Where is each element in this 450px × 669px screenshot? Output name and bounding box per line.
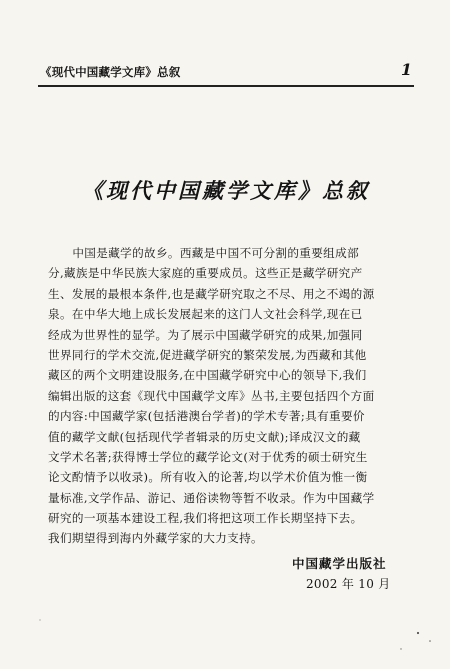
header-divider (38, 85, 414, 87)
body-line: 经成为世界性的显学。为了展示中国藏学研究的成果,加强同 (48, 327, 363, 342)
body-line: 世界同行的学术交流,促进藏学研究的繁荣发展,为西藏和其他 (48, 347, 367, 362)
running-header-title: 《现代中国藏学文库》总叙 (40, 65, 181, 79)
preface-body (48, 243, 404, 549)
body-line: 编辑出版的这套《现代中国藏学文库》丛书,主要包括四个方面 (48, 388, 375, 403)
body-line: 量标准,文学作品、游记、通俗读物等暂不收录。作为中国藏学 (48, 490, 375, 505)
body-line: 泉。在中华大地上成长发展起来的这门人文社会科学,现在已 (48, 307, 363, 322)
running-header (40, 60, 412, 82)
page-title: 《现代中国藏学文库》总叙 (82, 178, 370, 203)
page-number: 1 (400, 60, 412, 79)
body-line: 研究的一项基本建设工程,我们将把这项工作长期坚持下去。 (48, 511, 363, 526)
body-line: 藏区的两个文明建设服务,在中国藏学研究中心的领导下,我们 (48, 368, 367, 383)
body-line: 的内容:中国藏学家(包括港澳台学者)的学术专著;具有重要价 (48, 409, 365, 424)
body-line: 我们期望得到海内外藏学家的大力支持。 (48, 531, 263, 546)
body-line: 值的藏学文献(包括现代学者辑录的历史文献);译成汉文的藏 (48, 429, 361, 444)
body-line: 生、发展的最根本条件,也是藏学研究取之不尽、用之不竭的源 (48, 286, 375, 301)
body-line: 论文酌情予以收录)。所有收入的论著,均以学术价值为惟一衡 (48, 470, 368, 485)
body-line: 文学术名著;获得博士学位的藏学论文(对于优秀的硕士研究生 (48, 449, 368, 464)
signature-date: 2002 年 10 月 (306, 577, 391, 591)
publisher-signature: 中国藏学出版社 (292, 556, 387, 571)
body-line: 中国是藏学的故乡。西藏是中国不可分割的重要组成部 (72, 246, 360, 260)
body-line: 分,藏族是中华民族大家庭的重要成员。这些正是藏学研究产 (48, 266, 363, 281)
